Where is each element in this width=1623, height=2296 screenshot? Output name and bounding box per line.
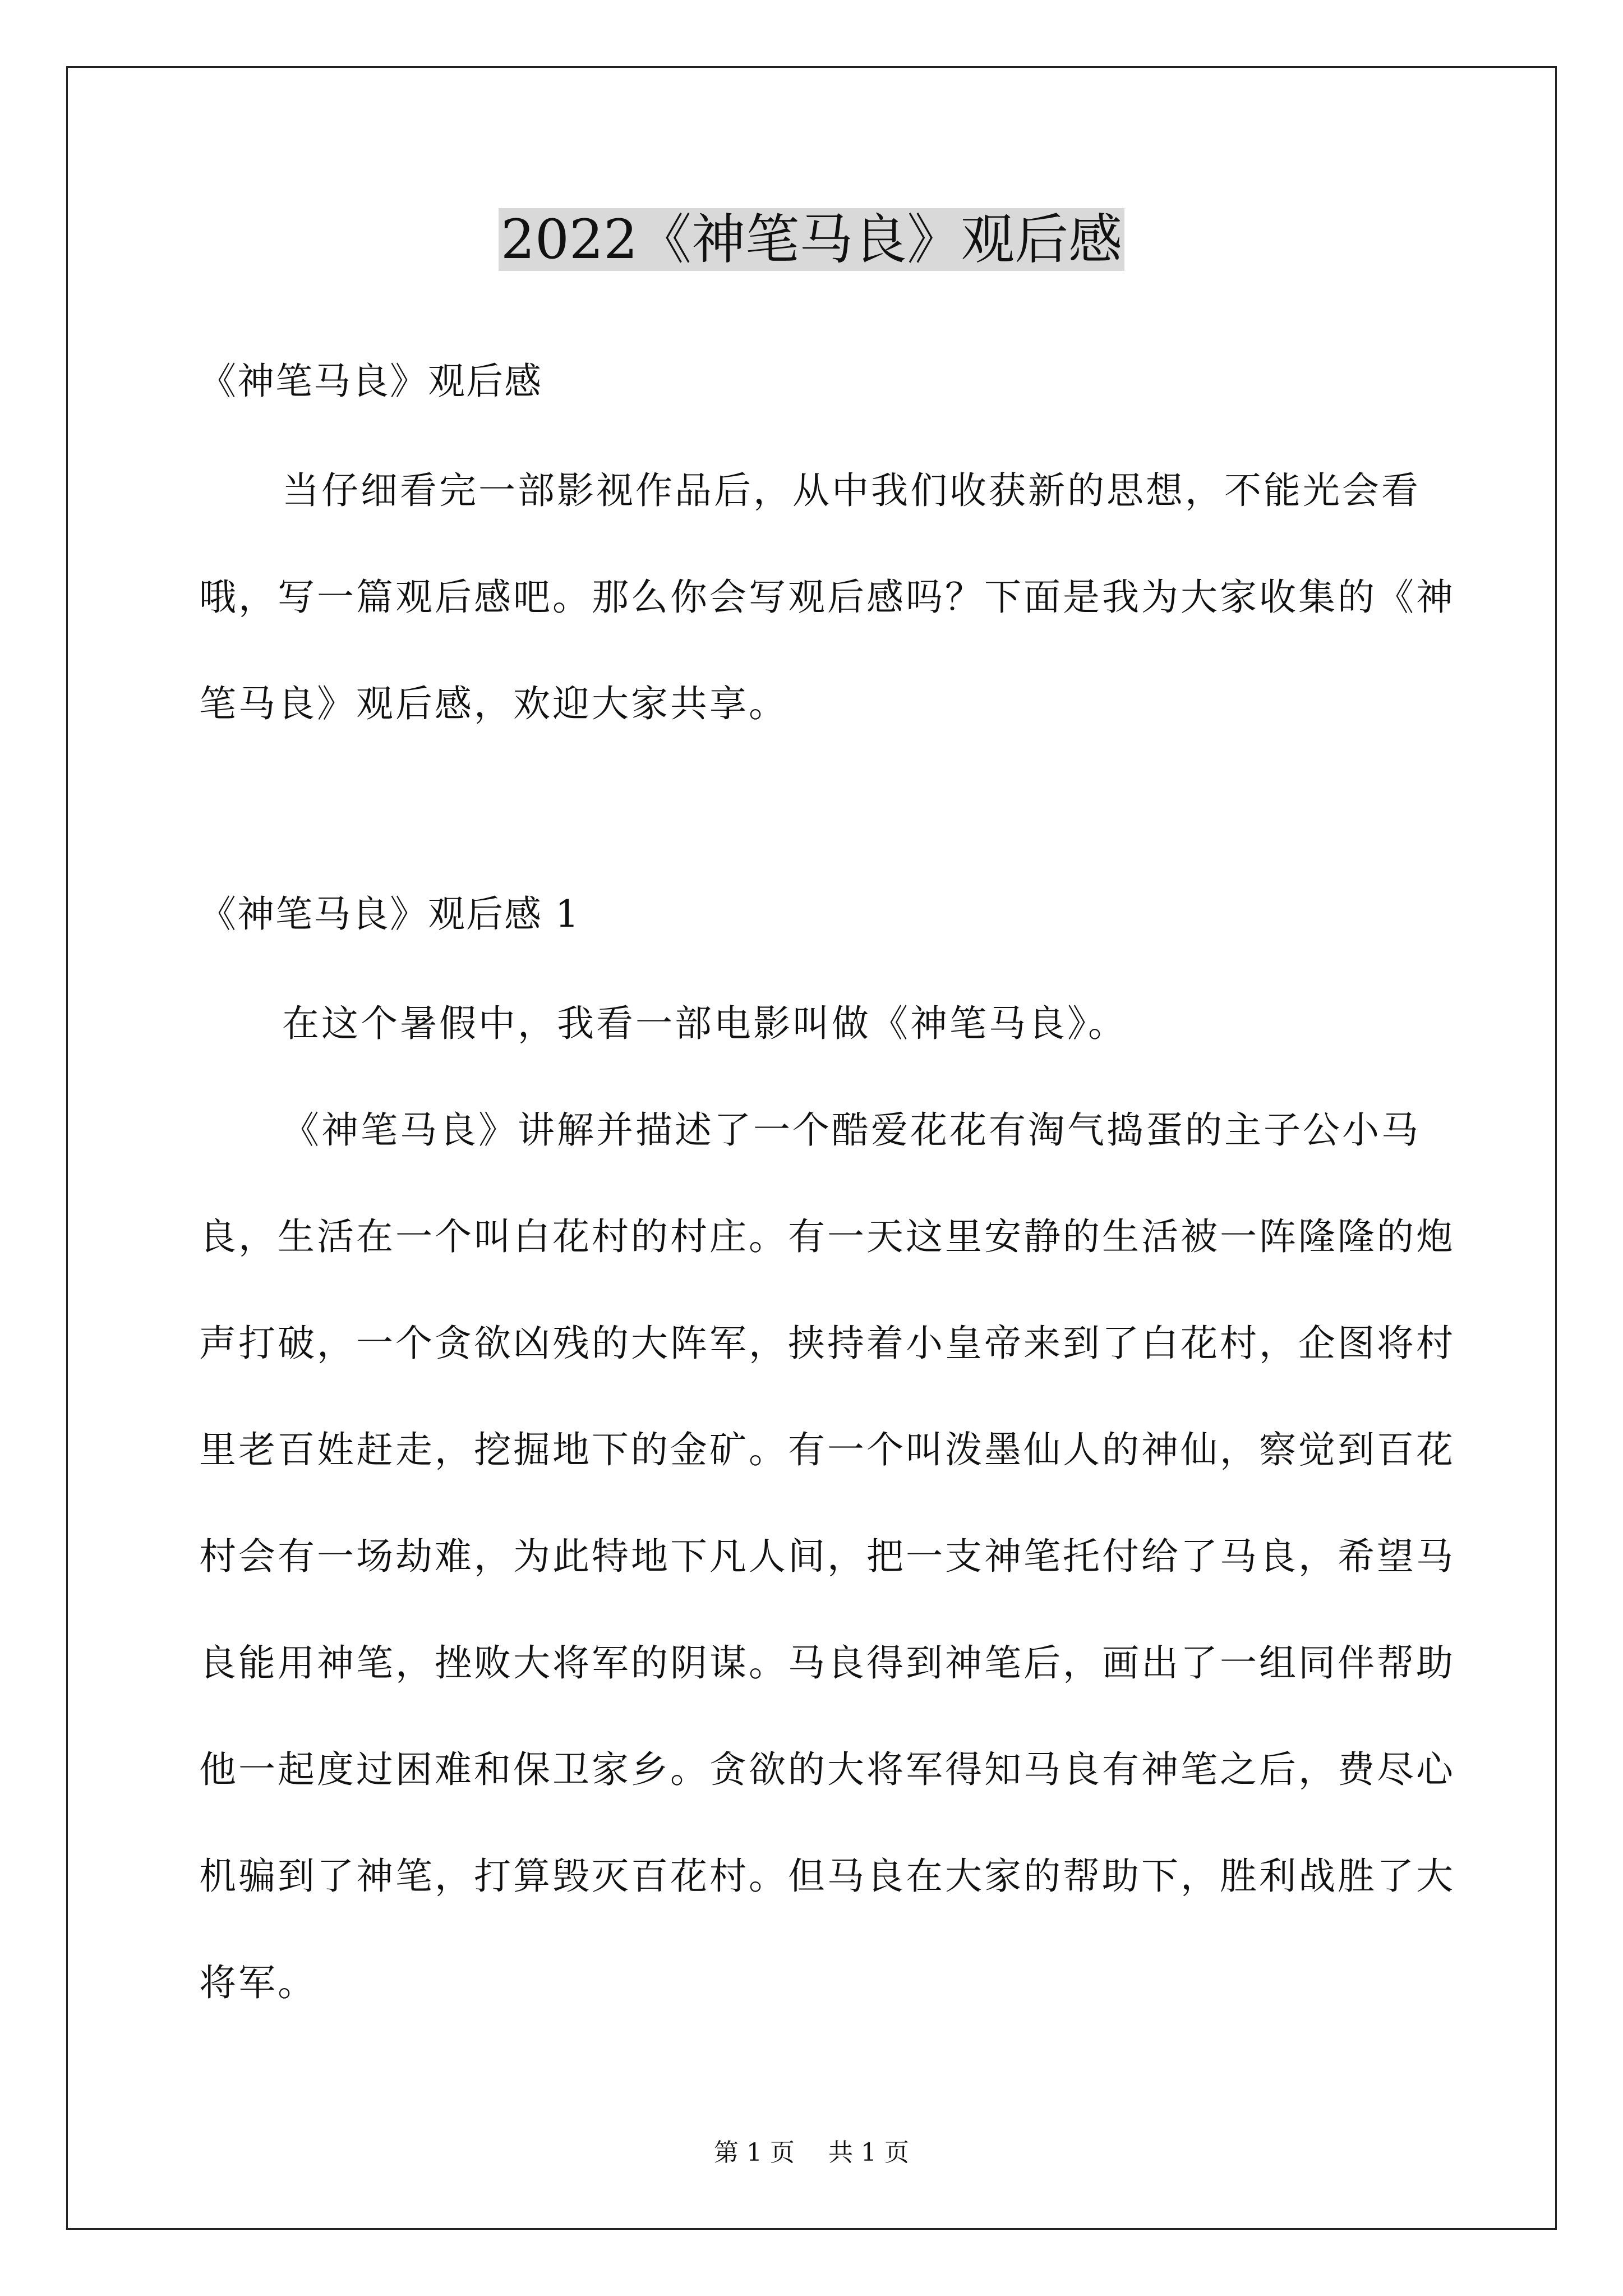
- page-total: 共 1 页: [828, 2138, 909, 2167]
- section-heading: 《神笔马良》观后感 1: [199, 892, 580, 936]
- body-paragraph: 在这个暑假中，我看一部电影叫做《神笔马良》。: [282, 1002, 1127, 1045]
- document-title-text: 2022《神笔马良》观后感: [499, 208, 1124, 271]
- document-title: [0, 203, 1623, 276]
- body-paragraph: 《神笔马良》讲解并描述了一个酷爱花花有淘气捣蛋的主子公小马良，生活在一个叫白花村的村庄。有一天这里安静的生活被一阵隆隆的炮声打破，一个贪欲凶残的大阵军，挟持着小皇帝来到了白花村，企图将村里老百姓赶走，挖掘地下的金矿。有一个叫泼墨仙人的神仙，察觉到百花村会有一场劫难，为此特地下凡人间，把一支神笔托付给了马良，希望马良能用神笔，挫败大将军的阴谋。马良得到神笔后，画出了一组同伴帮助他一起度过困难和保卫家乡。贪欲的大将军得知马良有神笔之后，费尽心机骗到了神笔，打算毁灭百花村。但马良在大家的帮助下，胜利战胜了大将军。: [199, 1108, 1455, 2004]
- intro-paragraph: 当仔细看完一部影视作品后，从中我们收获新的思想，不能光会看哦，写一篇观后感吧。那么你会写观后感吗？下面是我为大家收集的《神笔马良》观后感，欢迎大家共享。: [199, 469, 1455, 725]
- intro-heading: 《神笔马良》观后感: [199, 360, 542, 403]
- page-number: 第 1 页: [714, 2138, 795, 2167]
- page-footer: [0, 2136, 1623, 2170]
